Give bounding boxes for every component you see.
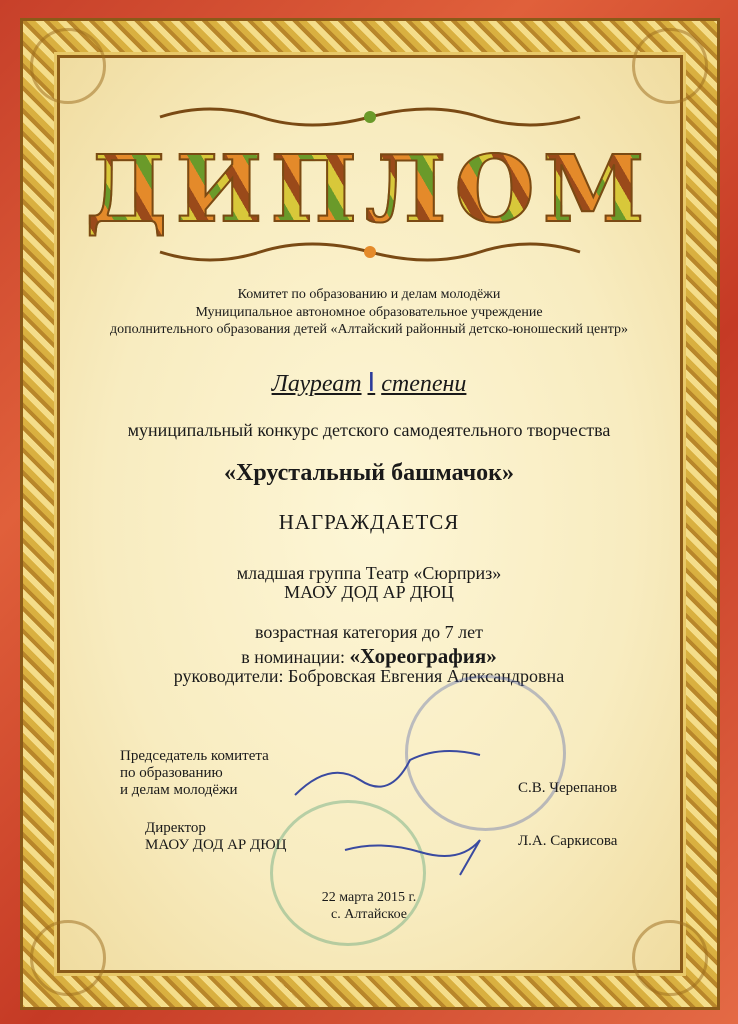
- corner-ornament-top-left: [30, 28, 106, 104]
- laureate-degree-handwritten: I: [367, 368, 376, 398]
- organizer-line-1: Комитет по образованию и делам молодёжи: [237, 287, 501, 302]
- laureate-line: [0, 368, 738, 398]
- age-category-label: возрастная категория до: [255, 622, 441, 642]
- age-category-unit: лет: [458, 622, 483, 642]
- nomination-label: в номинации:: [241, 647, 346, 667]
- chair-signature: [290, 740, 490, 800]
- organizer-line-2: Муниципальное автономное образовательное учреждение: [195, 305, 543, 320]
- age-category-value: 7: [444, 622, 454, 642]
- contest-name: «Хрустальный башмачок»: [224, 460, 514, 486]
- diploma-title: ДИПЛОМ: [0, 135, 738, 243]
- corner-ornament-top-right: [632, 28, 708, 104]
- director-title-line-2: МАОУ ДОД АР ДЮЦ: [145, 837, 287, 853]
- organizer-line-3: дополнительного образования детей «Алтайский районный детско-юношеский центр»: [109, 322, 629, 337]
- laureate-prefix: Лауреат: [271, 371, 362, 397]
- recipient-line-2: МАОУ ДОД АР ДЮЦ: [284, 582, 454, 602]
- issue-place: с. Алтайское: [331, 907, 407, 922]
- chair-title-line-3: и делам молодёжи: [120, 782, 238, 798]
- chair-title-line-2: по образованию: [120, 765, 223, 781]
- contest-description: муниципальный конкурс детского самодеятельного творчества: [127, 420, 611, 440]
- director-name: Л.А. Саркисова: [518, 833, 618, 849]
- chair-name: С.В. Черепанов: [518, 780, 618, 796]
- nomination-value: «Хореография»: [349, 644, 497, 668]
- leaders: руководители: Бобровская Евгения Александровна: [173, 666, 565, 686]
- issue-date: 22 марта 2015 г.: [321, 890, 417, 905]
- director-title: [145, 820, 287, 854]
- chair-title: [120, 748, 269, 799]
- corner-ornament-bottom-right: [632, 920, 708, 996]
- recipient-line-1: младшая группа Театр «Сюрприз»: [236, 563, 502, 583]
- bottom-scroll-ornament: [150, 240, 590, 264]
- award-heading: НАГРАЖДАЕТСЯ: [278, 510, 460, 534]
- director-signature: [340, 820, 500, 880]
- chair-title-line-1: Председатель комитета: [120, 748, 269, 764]
- top-scroll-ornament: [150, 105, 590, 129]
- corner-ornament-bottom-left: [30, 920, 106, 996]
- age-category: [0, 622, 738, 643]
- director-title-line-1: Директор: [145, 820, 206, 836]
- laureate-suffix: степени: [381, 371, 467, 397]
